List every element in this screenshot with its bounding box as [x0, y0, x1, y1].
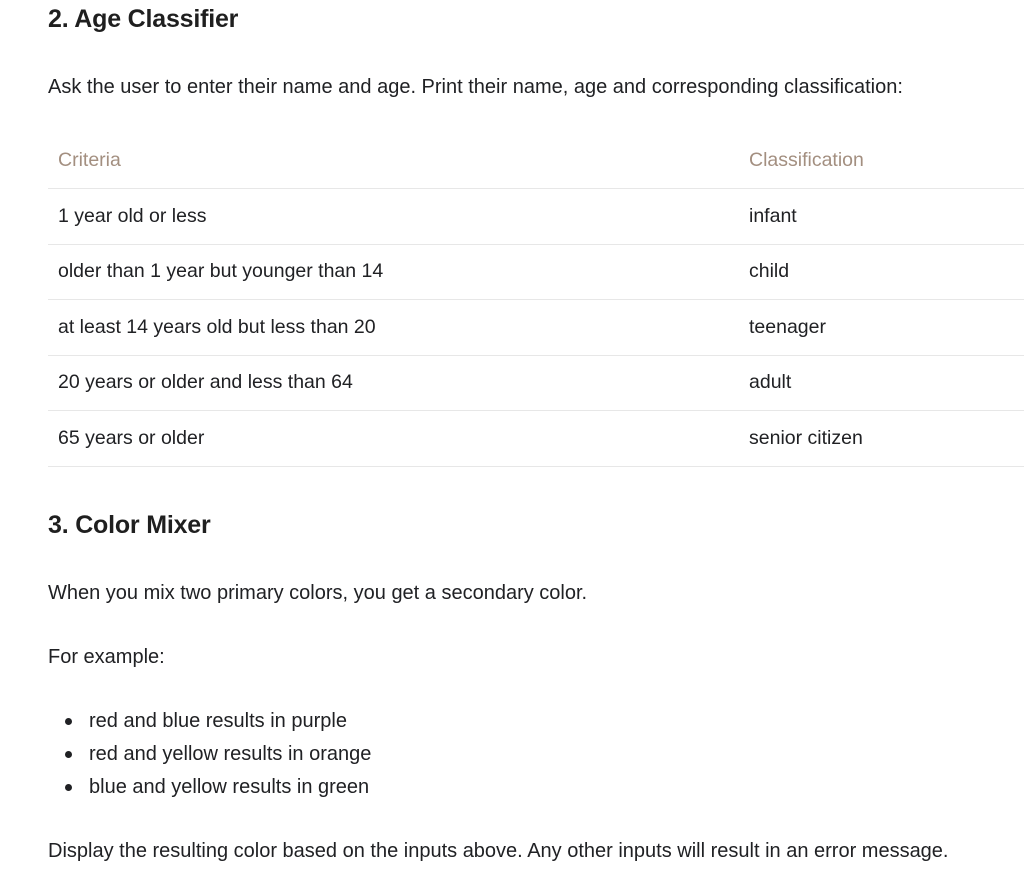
- list-item: [48, 739, 371, 772]
- age-classifier-intro: Ask the user to enter their name and age. Print their name, age and corresponding classification:: [48, 76, 903, 98]
- column-header-classification: Classification: [739, 133, 1024, 189]
- column-header-criteria: Criteria: [48, 133, 739, 189]
- classification-cell: teenager: [739, 300, 1024, 356]
- bullet-icon: [65, 751, 72, 758]
- classification-cell: child: [739, 244, 1024, 300]
- list-item: [48, 772, 371, 805]
- list-item-text: red and yellow results in orange: [89, 743, 372, 765]
- table-row: [48, 189, 1024, 245]
- bullet-icon: [65, 718, 72, 725]
- criteria-cell: at least 14 years old but less than 20: [48, 300, 739, 356]
- age-classification-table: [48, 133, 1024, 467]
- list-item-text: blue and yellow results in green: [89, 776, 370, 798]
- classification-cell: senior citizen: [739, 411, 1024, 467]
- criteria-cell: 20 years or older and less than 64: [48, 355, 739, 411]
- color-examples-list: [48, 706, 371, 805]
- table-row: [48, 411, 1024, 467]
- table-row: [48, 300, 1024, 356]
- table-row: [48, 244, 1024, 300]
- list-item-text: red and blue results in purple: [89, 710, 347, 732]
- for-example-label: For example:: [48, 646, 165, 668]
- color-mixer-intro: When you mix two primary colors, you get a secondary color.: [48, 582, 588, 604]
- color-mixer-heading: 3. Color Mixer: [48, 511, 211, 539]
- criteria-cell: older than 1 year but younger than 14: [48, 244, 739, 300]
- table-header-row: [48, 133, 1024, 189]
- table-row: [48, 355, 1024, 411]
- classification-cell: infant: [739, 189, 1024, 245]
- criteria-cell: 65 years or older: [48, 411, 739, 467]
- display-instructions: Display the resulting color based on the inputs above. Any other inputs will result in an error message.: [48, 840, 949, 862]
- list-item: [48, 706, 371, 739]
- bullet-icon: [65, 784, 72, 791]
- criteria-cell: 1 year old or less: [48, 189, 739, 245]
- age-classifier-heading: 2. Age Classifier: [48, 5, 239, 33]
- classification-cell: adult: [739, 355, 1024, 411]
